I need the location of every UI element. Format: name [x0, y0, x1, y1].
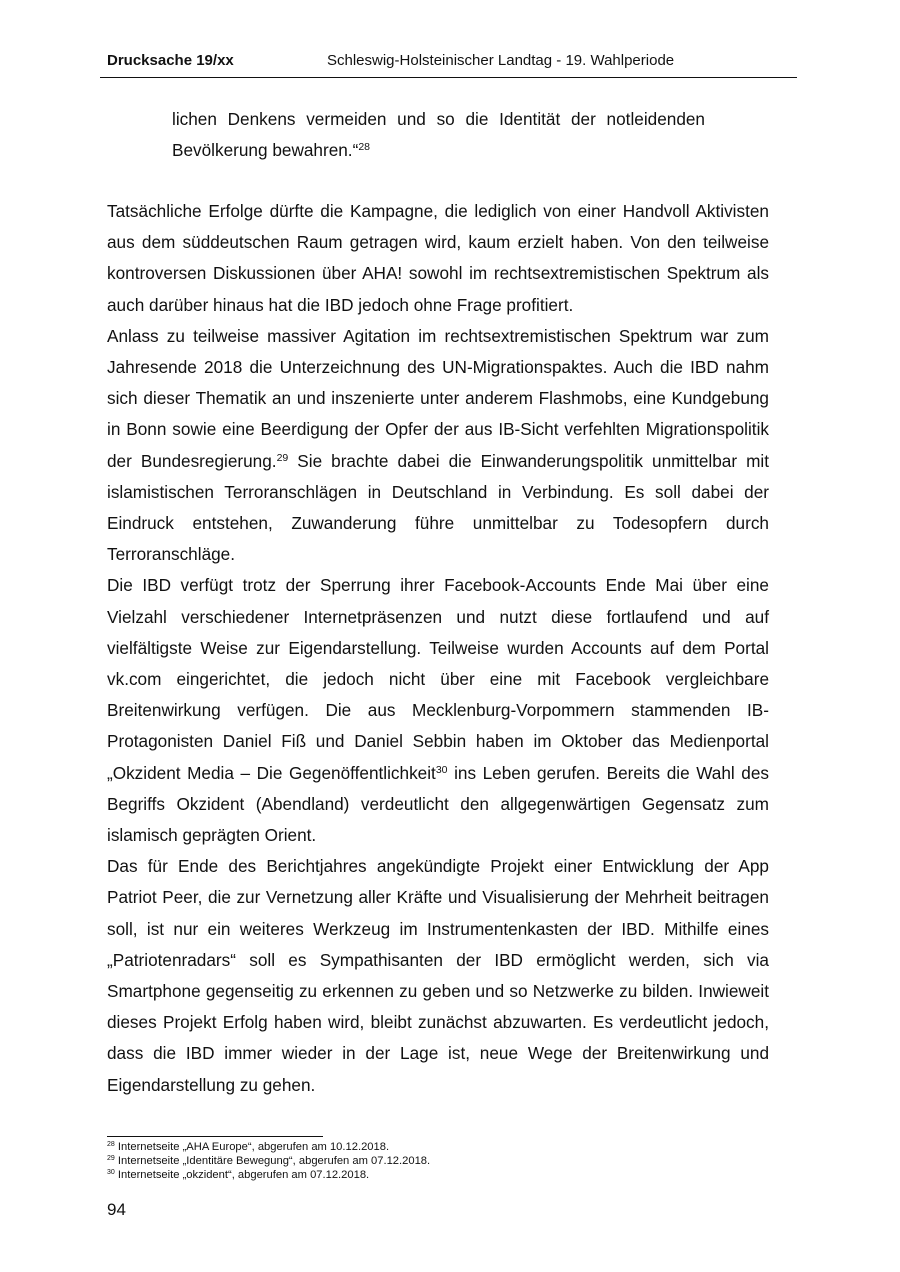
- page-number: 94: [107, 1200, 126, 1219]
- footnote-text: Internetseite „AHA Europe“, abgerufen am 10.12.2018.: [114, 1141, 390, 1153]
- footnote-number: 29: [107, 1154, 115, 1162]
- footnote-text: Internetseite „okzident“, abgerufen am 07.12.2018.: [114, 1168, 370, 1181]
- page-header: [107, 52, 797, 72]
- paragraph-4: Das für Ende des Berichtjahres angekündigte Projekt einer Entwicklung der App Patriot Peer, die zur Vernetzung aller Kräfte und Visualisierung der Mehrheit beitragen soll, ist nur ein weiteres Werkzeug im Instrumentenkasten der IBD. Mithilfe eines „Patriotenradars“ soll es Sympathisanten der IBD ermöglicht werden, sich via Smartphone gegenseitig zu erkennen zu geben und so Netzwerke zu bilden. Inwieweit dieses Projekt Erfolg haben wird, bleibt zunächst abzuwarten. Es verdeutlicht jedoch, dass die IBD immer wieder in der Lage ist, neue Wege der Breitenwirkung und Eigendarstellung zu gehen.: [107, 856, 769, 1095]
- footnote-number: 28: [107, 1141, 115, 1148]
- header-divider: [100, 77, 797, 78]
- footnote-ref-29[interactable]: 29: [276, 451, 289, 464]
- paragraph-2: [107, 321, 769, 571]
- block-quote: [172, 104, 705, 166]
- paragraph-3-text-a: Die IBD verfügt trotz der Sperrung ihrer Facebook-Accounts Ende Mai über eine Vielzahl verschiedener Internetpräsenzen und nutzt diese fortlaufend und auf vielfältigste Weise zur Eigendarstellung. Teilweise wurden Accounts auf dem Portal vk.com eingerichtet, die jedoch nicht über eine mit Facebook vergleichbare Breitenwirkung verfügen. Die aus Mecklenburg-Vorpommern stammenden IB-Protagonisten Daniel Fiß und Daniel Sebbin haben im Oktober das Medienportal „Okzident Media – Die Gegenöffentlichkeit: [107, 575, 769, 783]
- footnote-item: [107, 1141, 707, 1155]
- footnote-text: Internetseite „Identitäre Bewegung“, abgerufen am 07.12.2018.: [114, 1154, 431, 1167]
- footnote-item: [107, 1155, 707, 1169]
- quote-text: lichen Denkens vermeiden und so die Identität der notleidenden Bevölkerung bewahren.“: [172, 109, 705, 160]
- document-id: Drucksache 19/xx: [107, 52, 234, 69]
- paragraph-3: [107, 570, 769, 851]
- footnote-divider: [107, 1136, 323, 1137]
- paragraph-3-text-b: ins Leben gerufen. Bereits die Wahl des Begriffs Okzident (Abendland) verdeutlicht den allgegenwärtigen Gegensatz zum islamisch geprägten Orient.: [107, 762, 769, 846]
- body-text: [107, 196, 769, 1101]
- footnote-ref-30[interactable]: 30: [435, 763, 448, 776]
- paragraph-1: Tatsächliche Erfolge dürfte die Kampagne, die lediglich von einer Handvoll Aktivisten aus dem süddeutschen Raum getragen wird, kaum erzielt haben. Von den teilweise kontroversen Diskussionen über AHA! sowohl im rechtsextremistischen Spektrum als auch darüber hinaus hat die IBD jedoch ohne Frage profitiert.: [107, 201, 769, 315]
- footnote-ref-28[interactable]: 28: [358, 141, 370, 153]
- footnotes: [107, 1141, 707, 1182]
- header-title: Schleswig-Holsteinischer Landtag - 19. Wahlperiode: [327, 52, 675, 69]
- footnote-number: 30: [107, 1168, 115, 1176]
- paragraph-2-text-a: Anlass zu teilweise massiver Agitation im rechtsextremistischen Spektrum war zum Jahresende 2018 die Unterzeichnung des UN-Migrationspaktes. Auch die IBD nahm sich dieser Thematik an und inszenierte unter anderem Flashmobs, eine Kundgebung in Bonn sowie eine Beerdigung der Opfer der aus IB-Sicht verfehlten Migrationspolitik der Bundesregierung.: [107, 325, 769, 471]
- footnote-item: [107, 1169, 707, 1183]
- paragraph-2-text-b: Sie brachte dabei die Einwanderungspolitik unmittelbar mit islamistischen Terroranschlägen in Deutschland in Verbindung. Es soll dabei der Eindruck entstehen, Zuwanderung führe unmittelbar zu Todesopfern durch Terroranschläge.: [107, 450, 769, 565]
